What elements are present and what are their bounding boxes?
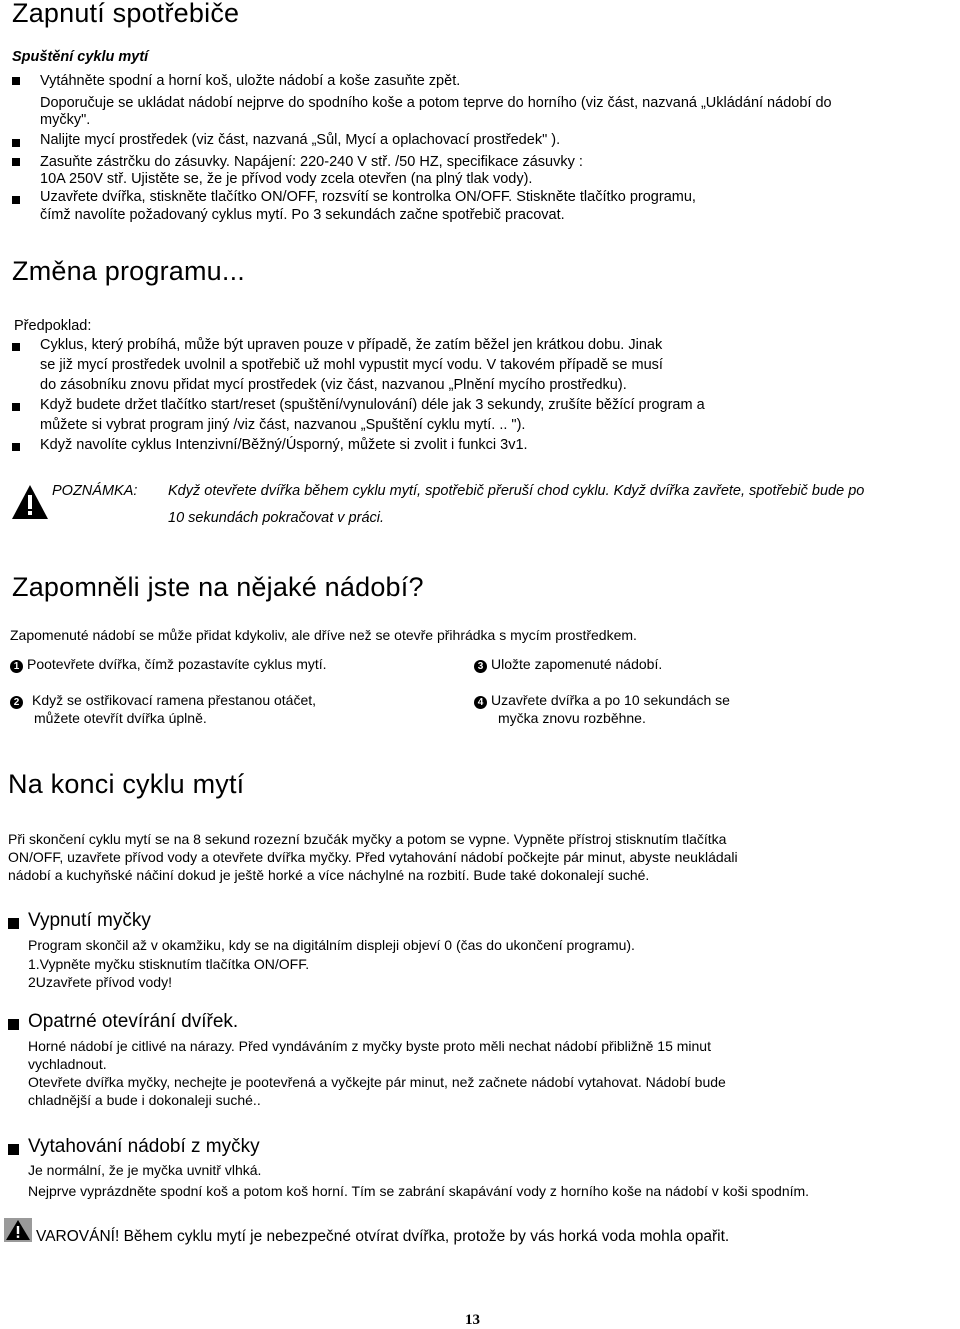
section-title-switch-on: Zapnutí spotřebiče (12, 0, 240, 28)
text-line: Program skončil až v okamžiku, kdy se na digitálním displeji objeví 0 (čas do ukončení programu). (28, 937, 635, 953)
text-line: vychladnout. (28, 1056, 107, 1072)
step-item (474, 691, 730, 709)
bullet-icon (8, 918, 19, 929)
subsection-title-switch-off: Vypnutí myčky (28, 910, 151, 931)
step-text: myčka znovu rozběhne. (498, 710, 646, 726)
text-line: Nalijte mycí prostředek (viz část, nazvaná „Sůl, Mycí a oplachovací prostředek" ). (40, 132, 561, 148)
text-line: 2Uzavřete přívod vody! (28, 974, 172, 990)
step-item (10, 691, 316, 709)
bullet-icon (12, 77, 20, 85)
section-title-change-program: Změna programu... (12, 256, 245, 286)
warning-triangle-icon (4, 1218, 32, 1242)
text-line: Když budete držet tlačítko start/reset (spuštění/vynulování) déle jak 3 sekundy, zrušíte běžící program a (40, 397, 705, 413)
text-line: 10A 250V stř. Ujistěte se, že je přívod vody zcela otevřen (na plný tlak vody). (40, 171, 533, 187)
page-number: 13 (465, 1312, 480, 1328)
prerequisite-label: Předpoklad: (14, 318, 92, 334)
bullet-icon (12, 403, 20, 411)
step-text: Uzavřete dvířka a po 10 sekundách se (491, 692, 730, 708)
bullet-icon (12, 443, 20, 451)
intro-text: Zapomenuté nádobí se může přidat kdykoliv, ale dříve než se otevře přihrádka s mycím prostředkem. (10, 627, 637, 643)
bullet-icon (12, 196, 20, 204)
text-line: čímž navolíte požadovaný cyklus mytí. Po 3 sekundách začne spotřebič pracovat. (40, 207, 565, 223)
note-text: Když otevřete dvířka během cyklu mytí, spotřebič přeruší chod cyklu. Když dvířka zavřete, spotřebič bude po (168, 483, 865, 499)
text-line: Doporučuje se ukládat nádobí nejprve do spodního koše a potom teprve do horního (viz část, nazvaná „Ukládání nádobí do (40, 95, 832, 111)
bullet-icon (8, 1144, 19, 1155)
text-line: se již mycí prostředek uvolnil a spotřebič už mohl vypustit mycí vodu. V takovém případě se musí (40, 357, 663, 373)
bullet-icon (12, 139, 20, 147)
step-text: Když se ostřikovací ramena přestanou otáčet, (32, 692, 317, 708)
text-line: Zasuňte zástrčku do zásuvky. Napájení: 220-240 V stř. /50 HZ, specifikace zásuvky : (40, 154, 583, 170)
text-line: ON/OFF, uzavřete přívod vody a otevřete dvířka myčky. Před vytahování nádobí počkejte pár minut, abyste neukládali (8, 849, 738, 865)
text-line: Cyklus, který probíhá, může být upraven pouze v případě, že zatím běžel jen krátkou dobu. Jinak (40, 337, 663, 353)
text-line: Nejprve vyprázdněte spodní koš a potom koš horní. Tím se zabrání skapávání vody z horního koše na nádobí v koši spodním. (28, 1183, 810, 1199)
bullet-icon (8, 1019, 19, 1030)
text-line: Při skončení cyklu mytí se na 8 sekund rozezní bzučák myčky a potom se vypne. Vypněte přístroj stisknutím tlačítka (8, 831, 727, 847)
step-text: Uložte zapomenuté nádobí. (491, 656, 663, 672)
warning-triangle-icon (10, 482, 50, 522)
text-line: Otevřete dvířka myčky, nechejte je pootevřená a vyčkejte pár minut, než začnete nádobí vytahovat. Nádobí bude (28, 1074, 726, 1090)
bullet-icon (12, 343, 20, 351)
text-line: do zásobníku znovu přidat mycí prostředek (viz část, nazvanou „Plnění mycího prostředku). (40, 377, 627, 393)
step-text: můžete otevřít dvířka úplně. (34, 710, 207, 726)
step-item (10, 655, 327, 673)
step-text: Pootevřete dvířka, čímž pozastavíte cyklus mytí. (27, 656, 327, 672)
note-label: POZNÁMKA: (52, 483, 138, 499)
step-number-icon: 1 (10, 660, 23, 673)
text-line: myčky". (40, 112, 91, 128)
text-line: Je normální, že je myčka uvnitř vlhká. (28, 1162, 262, 1178)
text-line: chladnější a bude i dokonaleji suché.. (28, 1092, 261, 1108)
step-number-icon: 4 (474, 696, 487, 709)
step-number-icon: 3 (474, 660, 487, 673)
warning-icon-box (4, 1218, 32, 1242)
text-line: Vytáhněte spodní a horní koš, uložte nádobí a koše zasuňte zpět. (40, 73, 461, 89)
subsection-title-careful-opening: Opatrné otevírání dvířek. (28, 1011, 239, 1032)
warning-text: VAROVÁNÍ! Během cyklu mytí je nebezpečné otvírat dvířka, protože by vás horká voda mohla opařit. (36, 1228, 730, 1245)
subtitle-start-cycle: Spuštění cyklu mytí (12, 49, 149, 65)
step-number-icon: 2 (10, 696, 23, 709)
text-line: můžete si vybrat program jiný /viz část, nazvanou „Spuštění cyklu mytí. .. "). (40, 417, 526, 433)
note-text: 10 sekundách pokračovat v práci. (168, 510, 385, 526)
text-line: Horné nádobí je citlivé na nárazy. Před vyndáváním z myčky byste proto měli nechat nádobí přibližně 15 minut (28, 1038, 711, 1054)
text-line: Když navolíte cyklus Intenzivní/Běžný/Úsporný, můžete si zvolit i funkci 3v1. (40, 437, 528, 453)
text-line: nádobí a kuchyňské náčiní dokud je ještě horké a více náchylné na rozbití. Bude také dokonalejí suché. (8, 867, 650, 883)
text-line: Uzavřete dvířka, stiskněte tlačítko ON/OFF, rozsvítí se kontrolka ON/OFF. Stiskněte tlačítko programu, (40, 189, 696, 205)
section-title-forgotten-dishes: Zapomněli jste na nějaké nádobí? (12, 572, 424, 602)
step-item (474, 655, 662, 673)
text-line: 1.Vypněte myčku stisknutím tlačítka ON/OFF. (28, 956, 310, 972)
subsection-title-unloading: Vytahování nádobí z myčky (28, 1136, 260, 1157)
bullet-icon (12, 158, 20, 166)
section-title-end-of-cycle: Na konci cyklu mytí (8, 769, 245, 799)
